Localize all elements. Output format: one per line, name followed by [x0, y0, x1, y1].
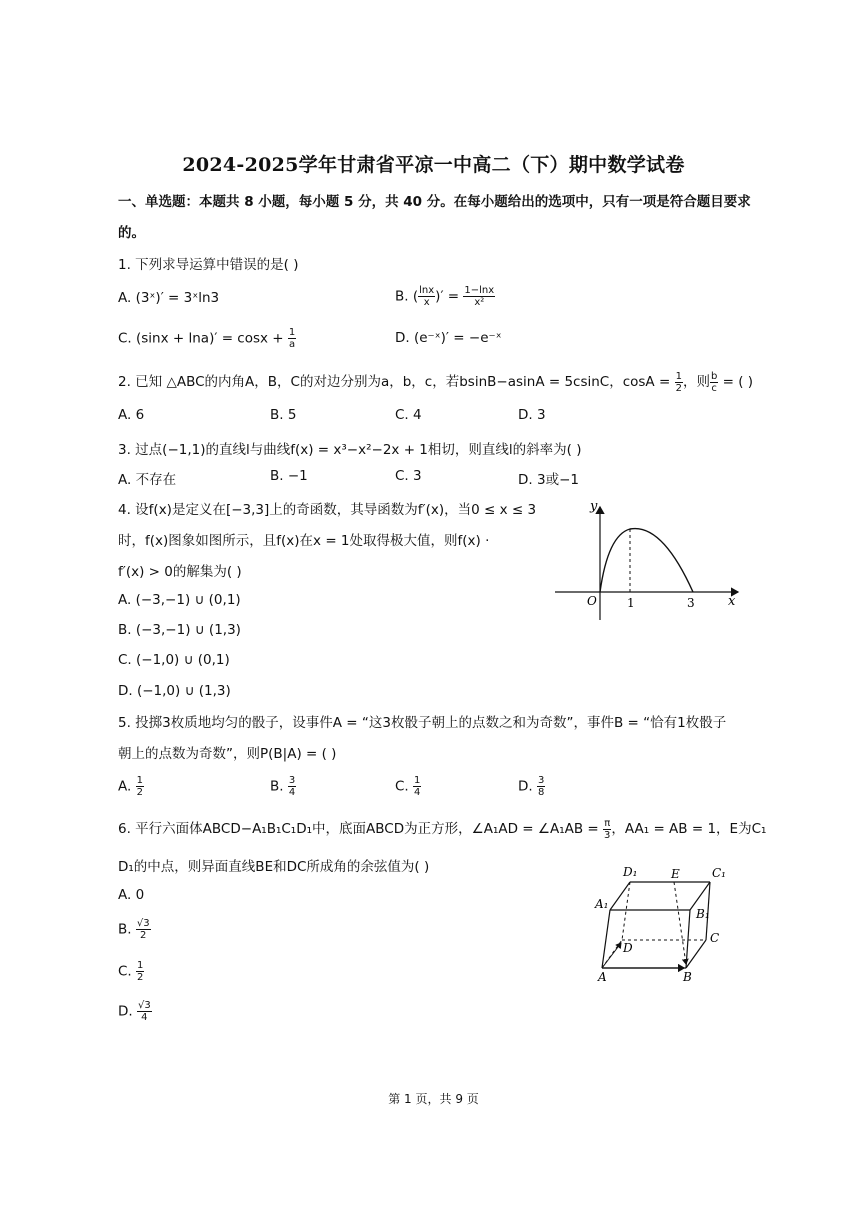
q6-option-c: C. $\frac{1}{2}$ — [118, 960, 144, 983]
q4-line3: f′(x) > 0的解集为( ) — [118, 564, 242, 580]
q4-line1: 4. 设f(x)是定义在[−3,3]上的奇函数，其导函数为f′(x)，当0 ≤ x ≤ 3 — [118, 502, 537, 518]
q2-option-d: D. 3 — [518, 407, 546, 423]
q6-line1: 6. 平行六面体ABCD−A₁B₁C₁D₁中，底面ABCD为正方形，∠A₁AD = ∠A₁AB = $\frac{\pi}{3}$ ，AA₁ = AB = 1，E为C₁ — [118, 817, 767, 841]
tick-label-1: 1 — [627, 596, 635, 610]
page-title: 2024-2025学年甘肃省平凉一中高二（下）期中数学试卷 — [182, 154, 685, 176]
origin-label: O — [587, 594, 597, 608]
label-e: E — [671, 867, 680, 881]
q1-option-a: A. (3ˣ)′ = 3ˣln3 — [118, 290, 220, 306]
q6-parallelepiped-figure — [590, 860, 740, 985]
q6-option-b: B. $\frac{√3}{2}$ — [118, 918, 150, 941]
label-d: D — [623, 941, 633, 955]
q1-option-c: C. (sinx + lna)′ = cosx + $\frac{1}{a}$ — [118, 327, 296, 350]
q5-option-b: B. $\frac{3}{4}$ — [270, 775, 296, 798]
label-c: C — [710, 931, 720, 945]
q3-option-d: D. 3或−1 — [518, 472, 579, 488]
page-footer: 第 1 页，共 9 页 — [388, 1092, 479, 1106]
label-c1: C₁ — [712, 866, 726, 880]
q4-line2: 时，f(x)图象如图所示，且f(x)在x = 1处取得极大值，则f(x) · — [118, 533, 490, 549]
function-curve — [600, 529, 693, 592]
q6-line2: D₁的中点，则异面直线BE和DC所成角的余弦值为( ) — [118, 859, 430, 875]
q3-option-b: B. −1 — [270, 468, 308, 484]
q5-option-a: A. $\frac{1}{2}$ — [118, 775, 143, 798]
q4-option-a: A. (−3,−1) ∪ (0,1) — [118, 592, 241, 608]
q6-option-a: A. 0 — [118, 887, 145, 903]
q4-option-d: D. (−1,0) ∪ (1,3) — [118, 683, 231, 699]
q5-option-c: C. $\frac{1}{4}$ — [395, 775, 421, 798]
q5-line2: 朝上的点数为奇数”，则P(B|A) = ( ) — [118, 746, 337, 762]
q2-option-c: C. 4 — [395, 407, 422, 423]
q1-stem: 1. 下列求导运算中错误的是( ) — [118, 257, 299, 273]
q5-line1: 5. 投掷3枚质地均匀的骰子，设事件A = “这3枚骰子朝上的点数之和为奇数”，事件B = “恰有1枚骰子 — [118, 715, 727, 731]
x-axis-label: x — [728, 594, 736, 609]
q3-stem: 3. 过点(−1,1)的直线l与曲线f(x) = x³−x²−2x + 1相切，则直线l的斜率为( ) — [118, 442, 582, 458]
section-heading-line1: 一、单选题：本题共 8 小题，每小题 5 分，共 40 分。在每小题给出的选项中，只有一项是符合题目要求 — [118, 194, 751, 210]
label-a1: A₁ — [595, 897, 609, 911]
q2-option-b: B. 5 — [270, 407, 297, 423]
q2-option-a: A. 6 — [118, 407, 145, 423]
label-b1: B₁ — [696, 907, 710, 921]
q4-option-c: C. (−1,0) ∪ (0,1) — [118, 652, 230, 668]
q3-option-c: C. 3 — [395, 468, 422, 484]
q1-option-b: B. ( $\frac{\ln x}{x}$ )′ = $\frac{1-\ln x}{\text{x²}}$ — [395, 285, 495, 308]
tick-label-3: 3 — [687, 596, 695, 610]
q2-stem: 2. 已知 △ABC的内角A，B，C的对边分别为a，b，c，若bsinB−asinA = 5csinC，cosA = $\frac{1}{2}$ ，则 $\frac{b}{c}$ = ( ) — [118, 370, 754, 394]
q1-option-d: D. (e⁻ˣ)′ = −e⁻ˣ — [395, 330, 502, 346]
q5-option-d: D. $\frac{3}{8}$ — [518, 775, 545, 798]
section-heading-line2: 的。 — [118, 225, 145, 241]
label-a: A — [598, 970, 607, 984]
label-b: B — [683, 970, 692, 984]
q4-option-b: B. (−3,−1) ∪ (1,3) — [118, 622, 241, 638]
q4-function-graph — [550, 495, 750, 625]
q6-option-d: D. $\frac{√3}{4}$ — [118, 1000, 151, 1023]
q3-option-a: A. 不存在 — [118, 472, 177, 488]
y-axis-label: y — [590, 499, 598, 514]
label-d1: D₁ — [623, 865, 638, 879]
